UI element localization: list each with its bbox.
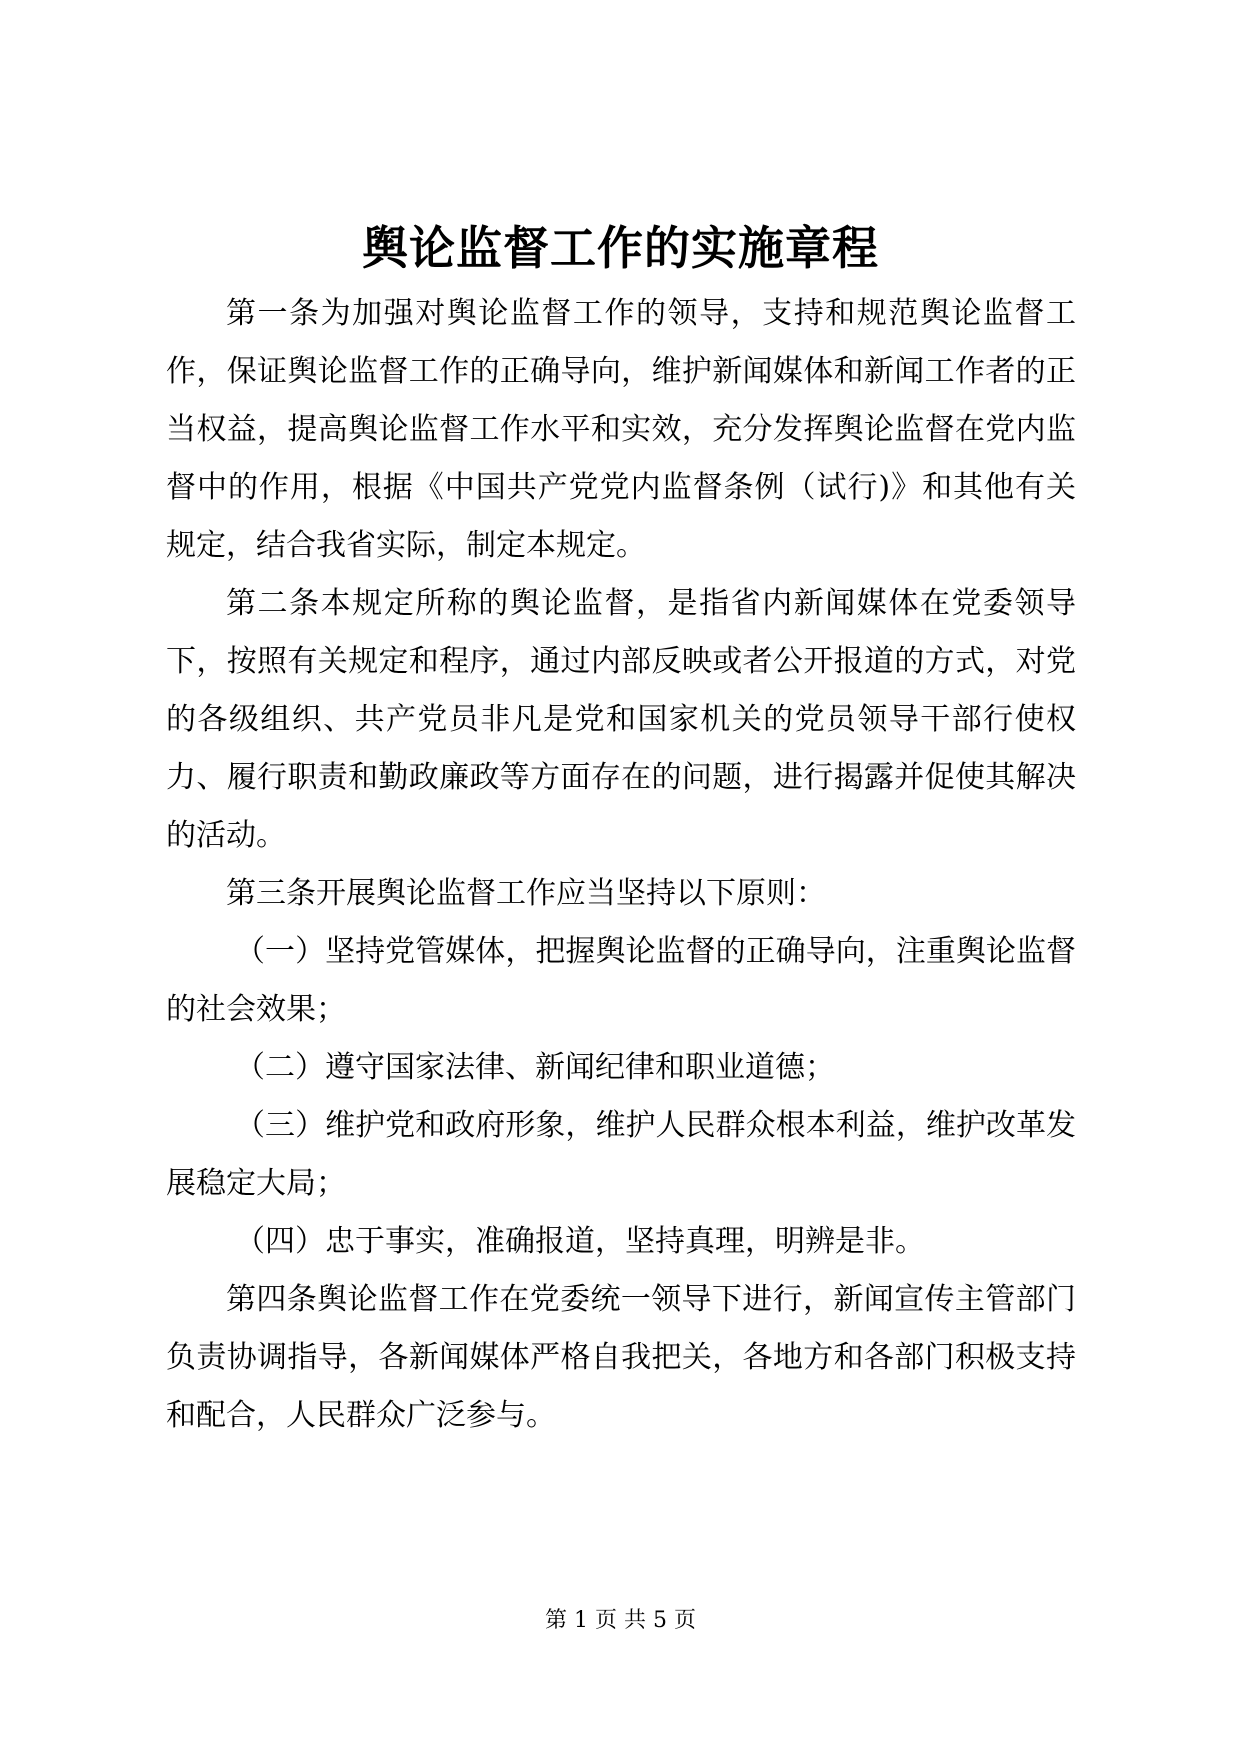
principle-1-paragraph: （一）坚持党管媒体，把握舆论监督的正确导向，注重舆论监督的社会效果； <box>166 934 1076 1027</box>
page-number-footer: 第 1 页 共 5 页 <box>545 1608 696 1633</box>
document-title: 舆论监督工作的实施章程 <box>362 221 879 275</box>
article-2-paragraph: 第二条本规定所称的舆论监督，是指省内新闻媒体在党委领导下，按照有关规定和程序，通过内部反映或者公开报道的方式，对党的各级组织、共产党员非凡是党和国家机关的党员领导干部行使权力、履行职责和勤政廉政等方面存在的问题，进行揭露并促使其解决的活动。 <box>166 586 1076 853</box>
article-3-paragraph: 第三条开展舆论监督工作应当坚持以下原则： <box>226 876 826 911</box>
article-1-paragraph: 第一条为加强对舆论监督工作的领导，支持和规范舆论监督工作，保证舆论监督工作的正确导向，维护新闻媒体和新闻工作者的正当权益，提高舆论监督工作水平和实效，充分发挥舆论监督在党内监督中的作用，根据《中国共产党党内监督条例（试行)》和其他有关规定，结合我省实际，制定本规定。 <box>166 296 1076 563</box>
document-body <box>166 285 1076 1445</box>
article-4-paragraph: 第四条舆论监督工作在党委统一领导下进行，新闻宣传主管部门负责协调指导，各新闻媒体严格自我把关，各地方和各部门积极支持和配合，人民群众广泛参与。 <box>166 1282 1076 1433</box>
principle-3-paragraph: （三）维护党和政府形象，维护人民群众根本利益，维护改革发展稳定大局； <box>166 1108 1076 1201</box>
principle-4-paragraph: （四）忠于事实，准确报道，坚持真理，明辨是非。 <box>235 1224 925 1259</box>
principle-2-paragraph: （二）遵守国家法律、新闻纪律和职业道德； <box>235 1050 835 1085</box>
